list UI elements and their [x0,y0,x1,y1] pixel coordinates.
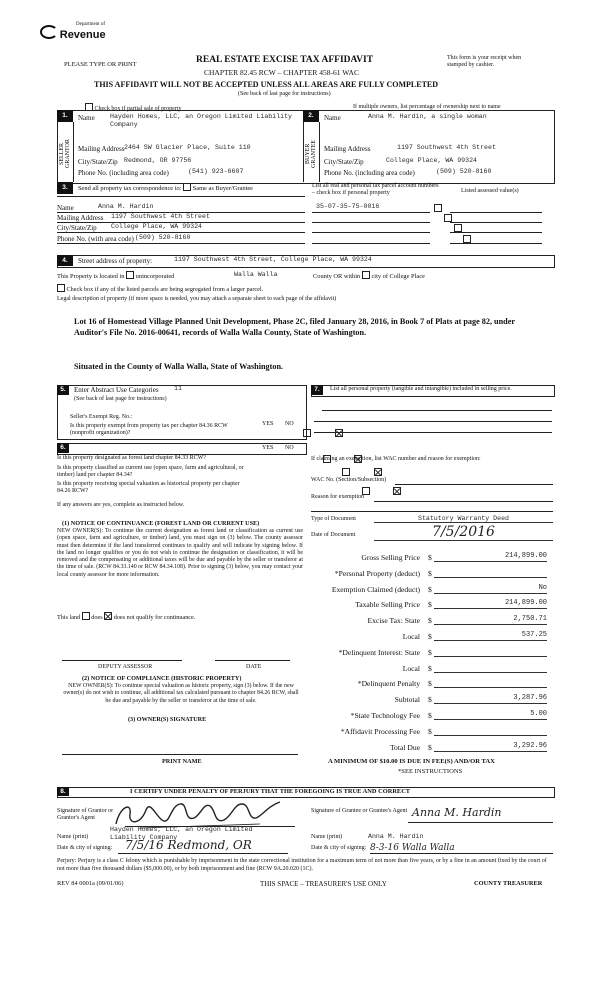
tax-row-value[interactable]: 3,292.96 [434,742,547,752]
grantee-name-label: Name (print) [311,834,343,840]
seller-phone[interactable]: (541) 923-6607 [188,168,244,175]
county-treasurer: COUNTY TREASURER [474,880,543,887]
county-or-label [313,271,425,280]
corr-city[interactable]: College Place, WA 99324 [111,223,203,230]
abstract-use-label: Enter Abstract Use Categories [74,386,159,394]
seller-mailing-label: Mailing Address [78,145,125,153]
tax-row-dollar: $ [428,695,432,704]
buyer-mailing-label: Mailing Address [324,145,371,153]
tax-row-dollar: $ [428,664,432,673]
this-land-label: This land [57,614,81,621]
corr-name-label: Name [57,204,74,212]
tax-row-dollar: $ [428,616,432,625]
correspondence-label: Send all property tax correspondence to: [78,185,182,192]
grantee-date-city[interactable]: 8-3-16 Walla Walla [370,843,455,853]
grantee-signature[interactable]: Anna M. Hardin [412,806,502,819]
tax-row-dollar: $ [428,727,432,736]
s6-no-label: NO [285,445,294,451]
receipt-note: This form is your receipt when stamped by cashier. [447,55,522,68]
forest-question: Is this property designated as forest land chapter 84.33 RCW? [57,455,206,461]
parcel-personal-checkbox-4[interactable] [463,235,471,243]
logo-text: Revenue [59,29,106,41]
treasurer-space: THIS SPACE – TREASURER'S USE ONLY [260,880,387,888]
exempt-yes-checkbox[interactable] [303,429,311,437]
tax-row-dollar: $ [428,600,432,609]
corr-name[interactable]: Anna M. Hardin [98,203,154,210]
seller-side-label: SELLER GRANTOR [59,139,71,169]
tax-row-label: Local [402,664,420,673]
tax-row-value[interactable]: 2,750.71 [434,615,547,625]
tax-row-label: Total Due [389,743,420,752]
does-qualify-checkbox[interactable] [82,612,90,620]
legal-description: Lot 16 of Homestead Village Planned Unit Development, Phase 2C, filed January 28, 2016, in Book 7 of Plats at page 82, under Auditor's File No. 2016-00641, records of Walla Walla County, State of Washington. [74,317,515,337]
does-not-qualify-checkbox[interactable] [104,612,112,620]
buyer-name[interactable]: Anna M. Hardin, a single woman [368,113,487,120]
tax-row-value[interactable] [434,678,547,688]
tax-row-value[interactable]: 5.00 [434,710,547,720]
owner-signature-label: (3) OWNER(S) SIGNATURE [128,716,207,723]
tax-row-label: Taxable Selling Price [355,600,420,609]
section-1-number: 1. [57,110,73,122]
tax-row-dollar: $ [428,569,432,578]
seller-city[interactable]: Redmond, OR 97756 [124,157,192,164]
correspondence-row [78,183,253,192]
exempt-reg-label: Seller's Exempt Reg. No.: [70,414,133,420]
section5-see-back: (See back of last page for instructions) [74,396,167,402]
s5-yes-label: YES [262,421,274,427]
notice2-title: (2) NOTICE OF COMPLIANCE (HISTORIC PROPERTY) [82,675,242,682]
parcel-number[interactable]: 35-07-35-75-0016 [316,203,380,210]
tax-row-label: Local [402,632,420,641]
grantee-name[interactable]: Anna M. Hardin [368,833,424,840]
personal-property-label: List all personal property (tangible and intangible) included in selling price. [330,386,512,392]
certify-text: I CERTIFY UNDER PENALTY OF PERJURY THAT THE FOREGOING IS TRUE AND CORRECT [130,788,411,795]
same-as-buyer-label: Same as Buyer/Grantee [192,185,254,192]
section-5-number: 5. [57,385,69,395]
multi-owners-note: If multiple owners, list percentage of ownership next to name [353,104,501,110]
tax-row-dollar: $ [428,553,432,562]
tax-row-dollar: $ [428,648,432,657]
grantor-name[interactable]: Hayden Homes, LLC, an Oregon Limited Liability Company [110,826,253,841]
partial-sale-label: Check box if partial sale of property [94,106,182,112]
doc-date-label: Date of Document [311,532,356,538]
corr-mailing-label: Mailing Address [57,214,104,222]
unincorporated-label: unincorporated [135,273,175,280]
form-chapter: CHAPTER 82.45 RCW – CHAPTER 458-61 WAC [204,68,359,77]
county-name[interactable]: Walla Walla [234,271,278,278]
tax-row-value[interactable] [434,663,547,673]
tax-row-value[interactable]: 214,899.00 [434,599,547,609]
section-2-number: 2. [303,110,319,122]
grantor-name-label: Name (print) [57,834,89,840]
tax-row-value[interactable] [434,568,547,578]
section-6-number: 6. [57,443,69,453]
seller-phone-label: Phone No. (including area code) [78,169,169,177]
tax-row-label: *Affidavit Processing Fee [340,727,420,736]
tax-row-label: Subtotal [394,695,420,704]
doc-type[interactable]: Statutory Warranty Deed [374,515,553,523]
tax-row-dollar: $ [428,585,432,594]
grantee-date-label: Date & city of signing: [311,845,367,851]
tax-row-value[interactable]: No [434,584,547,594]
tax-row-label: Excise Tax: State [367,616,420,625]
tax-row-value[interactable]: 3,287.96 [434,694,547,704]
form-title: REAL ESTATE EXCISE TAX AFFIDAVIT [196,55,374,65]
street-label: Street address of property: [78,257,153,265]
section-3-number: 3. [57,182,73,194]
print-name-label: PRINT NAME [162,758,202,765]
current-use-no-checkbox[interactable] [374,468,382,476]
seller-name-label: Name [78,114,95,122]
parcel-label: List all real and personal tax parcel account numbers – check box if personal property [312,183,439,196]
please-type: PLEASE TYPE OR PRINT [64,61,137,68]
any-yes-note: If any answers are yes, complete as instructed below. [57,502,185,508]
tax-row-dollar: $ [428,679,432,688]
buyer-name-label: Name [324,114,341,122]
buyer-phone-label: Phone No. (including area code) [324,169,415,177]
grantor-date-city[interactable]: 7/5/16 Redmond, OR [125,838,252,852]
corr-phone[interactable]: (509) 520-8160 [135,234,191,241]
segregated-label: Check box if any of the listed parcels are being segregated from a larger parcel. [66,286,264,293]
section-8-number: 8. [57,787,69,796]
continuance-row [57,612,195,621]
deputy-date-label: DATE [246,664,262,670]
notice1-body: NEW OWNER(S): To continue the current designation as forest land or classification as current use (open space, farm and agriculture, or timber) land, you must sign on (3) below. The county assessor must then determine if the land transferred continues to qualify and will indicate by signing below. If the land no longer qualifies or you do not wish to continue the designation or classification, it will be removed and the compensating or additional taxes will be due and payable by the seller or transferor at the time of sale. (RCW 84.33.140 or RCW 84.34.108). Prior to signing (3) below, you may contact your local county assessor for more information. [57,528,303,578]
current-use-question: Is this property classified as current use (open space, farm and agricultural, or timber) land per chapter 84.34? [57,465,244,478]
unincorporated-checkbox[interactable] [126,271,134,279]
street-address[interactable]: 1197 Southwest 4th Street, College Place, WA 99324 [174,256,372,263]
tax-row-dollar: $ [428,711,432,720]
located-label: This Property is located in [57,273,125,280]
assessed-label: Listed assessed value(s) [461,188,519,194]
grantor-date-label: Date & city of signing: [57,845,113,851]
logo [40,22,106,41]
tax-row-label: *State Technology Fee [350,711,420,720]
segregated-checkbox[interactable] [57,284,65,292]
current-use-yes-checkbox[interactable] [342,468,350,476]
corr-phone-label: Phone No. (with area code) [57,235,134,243]
tax-row-value[interactable] [434,726,547,736]
same-as-buyer-checkbox[interactable] [183,183,191,191]
seller-city-label: City/State/Zip [78,158,118,166]
tax-row-label: Exemption Claimed (deduct) [331,585,420,594]
tax-row-label: Gross Selling Price [361,553,420,562]
tax-row-value[interactable] [434,647,547,657]
historic-question: Is this property receiving special valuation as historical property per chapter 84.26 RCW? [57,481,240,494]
deputy-assessor-label: DEPUTY ASSESSOR [98,664,153,670]
logo-swoosh-icon [40,25,58,39]
wac-intro: If claiming an exemption, list WAC number and reason for exemption: [311,456,481,462]
s5-no-label: NO [285,421,294,427]
does-not-label: does not qualify for continuance. [113,614,196,621]
tax-row-label: *Delinquent Interest: State [338,648,420,657]
within-city-checkbox[interactable] [362,271,370,279]
buyer-mailing[interactable]: 1197 Southwest 4th Street [397,144,496,151]
corr-mailing[interactable]: 1197 Southwest 4th Street [111,213,210,220]
exempt-question: Is this property exempt from property tax per chapter 84.36 RCW (nonprofit organization)? [70,423,228,436]
buyer-phone[interactable]: (509) 520-8160 [436,168,492,175]
perjury-text: Perjury: Perjury is a class C felony which is punishable by imprisonment in the state correctional institution for a maximum term of not more than five years, or by a fine in an amount fixed by the court of not more than five thousand dollars ($5,000.00), or by both imprisonment and fine (RCW 9A.20.020 (1C). [57,858,547,872]
section-7-number: 7. [311,385,323,395]
location-row [57,271,174,280]
notice1-title: (1) NOTICE OF CONTINUANCE (FOREST LAND OR CURRENT USE) [62,520,260,527]
legal-label: Legal description of property (if more space is needed, you may attach a separate sheet to each page of the affidavit) [57,296,337,302]
wac-no-label: WAC No. (Section/Subsection) [311,477,387,483]
buyer-city[interactable]: College Place, WA 99324 [386,157,478,164]
tax-row-label: *Delinquent Penalty [357,679,420,688]
warning-banner: THIS AFFIDAVIT WILL NOT BE ACCEPTED UNLESS ALL AREAS ARE FULLY COMPLETED [94,80,439,89]
see-instructions: *SEE INSTRUCTIONS [398,768,463,775]
parcel-personal-checkbox-3[interactable] [454,224,462,232]
segregated-row [57,284,263,293]
seller-name[interactable]: Hayden Homes, LLC, an Oregon Limited Liability Company [110,113,293,128]
tax-row-label: *Personal Property (deduct) [334,569,420,578]
tax-row-dollar: $ [428,743,432,752]
parcel-personal-checkbox-2[interactable] [444,214,452,222]
buyer-side-label: BUYER GRANTEE [305,140,317,168]
county-or-text: County OR within [313,273,361,280]
notice2-body: NEW OWNER(S): To continue special valuation as historic property, sign (3) below. If the new owner(s) do not wish to continue, all additional tax calculated pursuant to chapter 84.26 RCW, shall be due and payable by the seller or transferor at the time of sale. [63,683,299,704]
doc-date[interactable]: 7/5/2016 [374,524,553,541]
tax-row-dollar: $ [428,632,432,641]
historic-no-checkbox[interactable] [393,487,401,495]
abstract-use-value[interactable]: 11 [174,385,182,392]
tax-row-value[interactable]: 214,899.00 [434,552,547,562]
form-revision: REV 84 0001a (09/01/06) [57,880,124,887]
seller-mailing[interactable]: 2464 SW Glacier Place, Suite 110 [124,144,251,151]
section-4-number: 4. [57,255,73,266]
doc-type-label: Type of Document [311,516,356,522]
logo-small-text: Department of [76,22,106,27]
corr-city-label: City/State/Zip [57,224,97,232]
tax-row-value[interactable]: 537.25 [434,631,547,641]
city-of-label: city of College Place [371,273,425,280]
buyer-city-label: City/State/Zip [324,158,364,166]
does-label: does [91,614,103,621]
min-fee-note: A MINIMUM OF $10.00 IS DUE IN FEE(S) AND/OR TAX [328,758,495,765]
grantor-sig-label: Signature of Grantor or Grantor's Agent [57,808,114,821]
reason-label: Reason for exemption [311,494,364,500]
s6-yes-label: YES [262,445,274,451]
see-back-note: (See back of last page for instructions) [238,91,331,97]
situated-text: Situated in the County of Walla Walla, State of Washington. [74,362,284,371]
parcel-personal-checkbox-1[interactable] [434,204,442,212]
sig-grantee-label: Signature of Grantee or Grantee's Agent [311,808,408,814]
exempt-no-checkbox[interactable] [335,429,343,437]
